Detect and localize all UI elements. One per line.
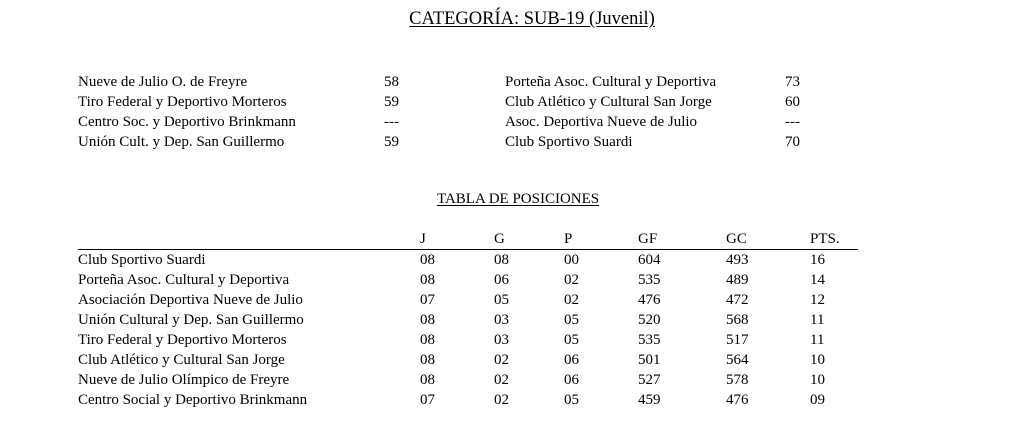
cell-gc: 476 [726, 392, 749, 408]
cell-g: 03 [494, 332, 509, 348]
cell-j: 08 [420, 272, 435, 288]
result-club: Nueve de Julio O. de Freyre [78, 74, 248, 90]
cell-team: Club Sportivo Suardi [78, 252, 206, 268]
header-j: J [420, 231, 426, 247]
cell-j: 08 [420, 352, 435, 368]
result-score: --- [384, 114, 399, 130]
cell-p: 02 [564, 272, 579, 288]
cell-j: 08 [420, 332, 435, 348]
cell-j: 08 [420, 372, 435, 388]
result-club: Tiro Federal y Deportivo Morteros [78, 94, 287, 110]
cell-j: 08 [420, 312, 435, 328]
cell-j: 08 [420, 252, 435, 268]
cell-gc: 489 [726, 272, 749, 288]
cell-p: 02 [564, 292, 579, 308]
cell-j: 07 [420, 392, 435, 408]
cell-gf: 501 [638, 352, 661, 368]
cell-g: 06 [494, 272, 509, 288]
cell-team: Nueve de Julio Olímpico de Freyre [78, 372, 290, 388]
table-row [78, 350, 858, 370]
cell-p: 06 [564, 372, 579, 388]
cell-g: 02 [494, 392, 509, 408]
cell-gf: 459 [638, 392, 661, 408]
cell-gc: 568 [726, 312, 749, 328]
cell-team: Porteña Asoc. Cultural y Deportiva [78, 272, 290, 288]
cell-gf: 527 [638, 372, 661, 388]
cell-gc: 578 [726, 372, 749, 388]
table-row [78, 390, 858, 410]
cell-g: 02 [494, 352, 509, 368]
header-gf: GF [638, 231, 658, 247]
result-score: 58 [384, 74, 399, 90]
cell-team: Tiro Federal y Deportivo Morteros [78, 332, 287, 348]
cell-gf: 476 [638, 292, 661, 308]
cell-g: 02 [494, 372, 509, 388]
cell-gc: 472 [726, 292, 749, 308]
header-gc: GC [726, 231, 747, 247]
cell-pts: 11 [810, 332, 825, 348]
cell-j: 07 [420, 292, 435, 308]
result-score: 59 [384, 94, 399, 110]
result-score: 70 [785, 134, 800, 150]
cell-pts: 10 [810, 372, 825, 388]
result-club: Club Sportivo Suardi [505, 134, 633, 150]
cell-gf: 520 [638, 312, 661, 328]
header-pts: PTS. [810, 231, 840, 247]
cell-gf: 604 [638, 252, 661, 268]
result-score: 60 [785, 94, 800, 110]
cell-team: Asociación Deportiva Nueve de Julio [78, 292, 303, 308]
cell-pts: 09 [810, 392, 825, 408]
standings-body [78, 250, 858, 410]
cell-pts: 14 [810, 272, 825, 288]
cell-gf: 535 [638, 272, 661, 288]
cell-pts: 12 [810, 292, 825, 308]
standings-title: TABLA DE POSICIONES [437, 191, 600, 207]
result-club: Club Atlético y Cultural San Jorge [505, 94, 712, 110]
cell-gf: 535 [638, 332, 661, 348]
table-row [78, 250, 858, 270]
header-p: P [564, 231, 573, 247]
table-row [78, 290, 858, 310]
cell-pts: 10 [810, 352, 825, 368]
cell-pts: 11 [810, 312, 825, 328]
cell-gc: 493 [726, 252, 749, 268]
table-row [78, 370, 858, 390]
result-score: 73 [785, 74, 800, 90]
cell-team: Centro Social y Deportivo Brinkmann [78, 392, 308, 408]
result-club: Unión Cult. y Dep. San Guillermo [78, 134, 285, 150]
cell-pts: 16 [810, 252, 825, 268]
result-score: --- [785, 114, 800, 130]
cell-p: 05 [564, 312, 579, 328]
cell-gc: 564 [726, 352, 749, 368]
table-row [78, 310, 858, 330]
standings-header-row [78, 230, 858, 250]
result-club: Centro Soc. y Deportivo Brinkmann [78, 114, 296, 130]
cell-p: 00 [564, 252, 579, 268]
page-title: CATEGORÍA: SUB-19 (Juvenil) [409, 9, 655, 29]
cell-gc: 517 [726, 332, 749, 348]
table-row [78, 270, 858, 290]
standings-table [78, 230, 858, 410]
cell-team: Club Atlético y Cultural San Jorge [78, 352, 285, 368]
result-club: Asoc. Deportiva Nueve de Julio [505, 114, 698, 130]
cell-p: 06 [564, 352, 579, 368]
header-g: G [494, 231, 505, 247]
cell-p: 05 [564, 392, 579, 408]
cell-g: 03 [494, 312, 509, 328]
cell-team: Unión Cultural y Dep. San Guillermo [78, 312, 304, 328]
cell-g: 08 [494, 252, 509, 268]
cell-p: 05 [564, 332, 579, 348]
table-row [78, 330, 858, 350]
cell-g: 05 [494, 292, 509, 308]
result-club: Porteña Asoc. Cultural y Deportiva [505, 74, 717, 90]
result-score: 59 [384, 134, 399, 150]
